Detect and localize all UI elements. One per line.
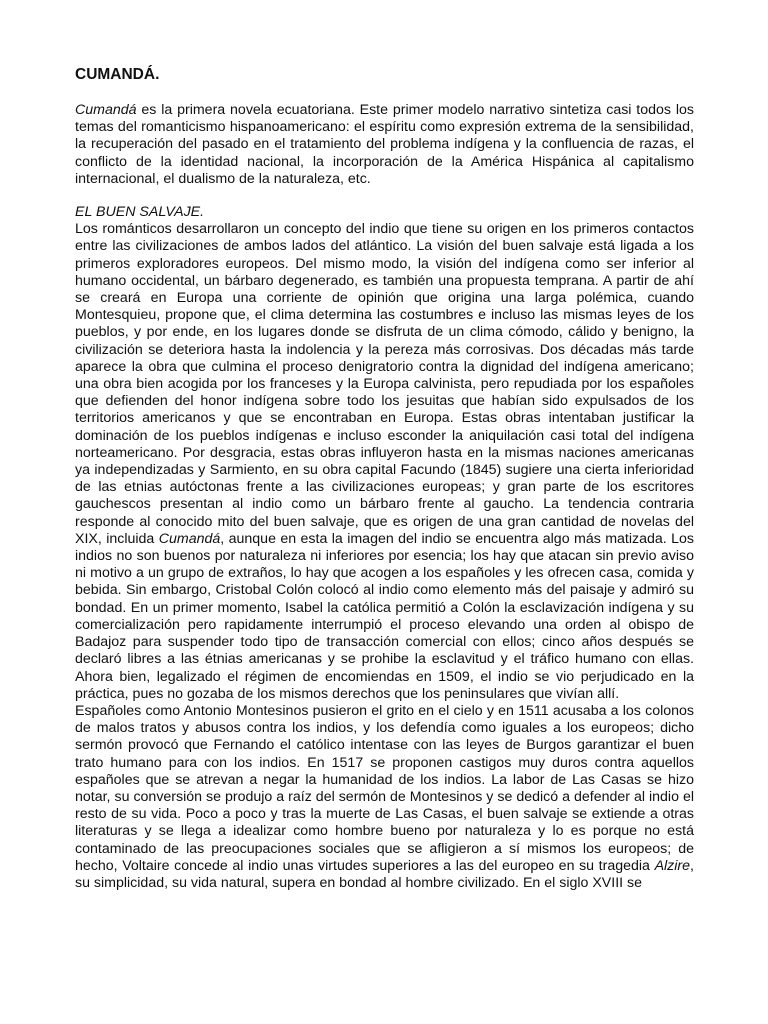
- document-page: [75, 66, 694, 892]
- document-title: CUMANDÁ.: [75, 66, 160, 83]
- para1-italic: Cumandá: [158, 530, 221, 547]
- intro-text: es la primera novela ecuatoriana. Este primer modelo narrativo sintetiza casi todos los temas del romanticismo hispanoamericano: el espíritu como expresión extrema de la sensibilidad, la recuperación del pasado en el tratamiento del problema indígena y la confluencia de razas, el conflicto de la identidad nacional, la incorporación de la América Hispánica al capitalismo internacional, el dualismo de la naturaleza, etc.: [75, 102, 694, 187]
- para1-text-b: , aunque en esta la imagen del indio se encuentra algo más matizada. Los indios no son buenos por naturaleza ni inferiores por esencia; los hay que atacan sin previo aviso ni motivo a un grupo de extraños, lo hay que acogen a los españoles y les ofrecen casa, comida y bebida. Sin embargo, Cristobal Colón colocó al indio como elemento más del paisaje y admiró su bondad. En un primer momento, Isabel la católica permitió a Colón la esclavización indígena y su comercialización pero rapidamente interrumpió el proceso elevando una orden al obispo de Badajoz para suspender todo tipo de transacción comercial con ellos; cinco años después se declaró libres a las étnias americanas y se prohibe la esclavitud y el tráfico humano con ellas. Ahora bien, legalizado el régimen de encomiendas en 1509, el indio se vio perjudicado en la práctica, pues no gozaba de los mismos derechos que los peninsulares que vivían allí.: [75, 530, 694, 702]
- para2-text-b: , su simplicidad, su vida natural, supera en bondad al hombre civilizado. En el siglo XVIII se: [75, 857, 694, 891]
- section-heading: EL BUEN SALVAJE.: [75, 204, 205, 221]
- para2-italic: Alzire: [654, 857, 691, 874]
- intro-italic-title: Cumandá: [75, 102, 137, 118]
- intro-paragraph: [75, 102, 694, 188]
- para2-text-a: Españoles como Antonio Montesinos pusieron el grito en el cielo y en 1511 acusaba a los colonos de malos tratos y abusos contra los indios, y los defendía como iguales a los europeos; dicho sermón provocó que Fernando el católico intentase con las leyes de Burgos garantizar el buen trato humano para con los indios. En 1517 se proponen castigos muy duros contra aquellos españoles que se atrevan a negar la humanidad de los indios. La labor de Las Casas se hizo notar, su conversión se produjo a raíz del sermón de Montesinos y se dedicó a defender al indio el resto de su vida. Poco a poco y tras la muerte de Las Casas, el buen salvaje se extiende a otras literaturas y se llega a idealizar como hombre bueno por naturaleza y lo es porque no está contaminado de las preocupaciones sociales que se afligieron a sí mismos los europeos; de hecho, Voltaire concede al indio unas virtudes superiores a las del europeo en su tragedia: [75, 702, 694, 874]
- para1-text-a: Los románticos desarrollaron un concepto del indio que tiene su origen en los primeros contactos entre las civilizaciones de ambos lados del atlántico. La visión del buen salvaje está ligada a los primeros exploradores europeos. Del mismo modo, la visión del indígena como ser inferior al humano occidental, un bárbaro degenerado, es también una propuesta temprana. A partir de ahí se creará en Europa una corriente de opinión que origina una larga polémica, cuando Montesquieu, propone que, el clima determina las costumbres e incluso las mismas leyes de los pueblos, y por ende, en los lugares donde se disfruta de un clima cómodo, cálido y benigno, la civilización se deteriora hasta la indolencia y la pereza más corrosivas. Dos décadas más tarde aparece la obra que culmina el proceso denigratorio contra la dignidad del indígena americano; una obra bien acogida por los franceses y la Europa calvinista, pero repudiada por los españoles que defienden del honor indígena sobre todo los jesuitas que habían sido expulsados de los territorios americanos y que se encontraban en Europa. Estas obras intentaban justificar la dominación de los pueblos indígenas e incluso esconder la aniquilación casi total del indígena norteamericano. Por desgracia, estas obras influyeron hasta en la mismas naciones americanas ya independizadas y Sarmiento, en su obra capital Facundo (1845) sugiere una cierta inferioridad de las etnias autóctonas frente a las civilizaciones europeas; y gran parte de los escritores gauchescos presentan al indio como un bárbaro frente al gaucho. La tendencia contraria responde al conocido mito del buen salvaje, que es origen de una gran cantidad de novelas del XIX, incluida: [75, 221, 694, 547]
- body-paragraph-1: [75, 221, 694, 703]
- body-paragraph-2: [75, 703, 694, 892]
